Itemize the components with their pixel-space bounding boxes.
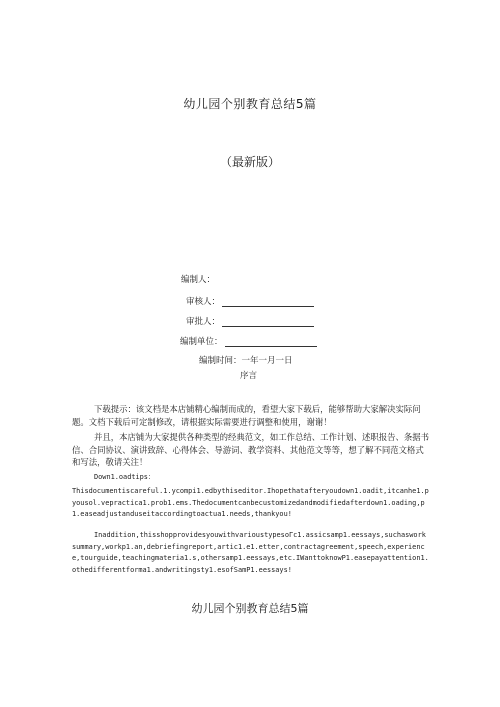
preface-heading: 序言 [240, 371, 258, 381]
unit-row [180, 335, 317, 347]
intro-en: Inaddition,thisshopprovidesyouwithvarioustypesoΓc1.assicsamp1.eessays,suchasworksummary,workp1.an,debriefingreport,artic1.e1.etter,contractagreement,speech,experience,tourguide,teachingmateria1.s,othersamp1.eessays,etc.IWanttoknowP1.easepayattention1.othedifferentforma1.andwritingsty1.esofSamP1.eessays! [72, 531, 429, 574]
reviewer-row [186, 295, 314, 307]
approver-label: 审批人： [186, 317, 221, 327]
section-title: 幼儿园个别教育总结5篇 [191, 602, 309, 615]
compile-time: 编制时间：一年一月一日 [199, 356, 293, 366]
edition-label: （最新版） [219, 155, 280, 169]
download-tip-en-label: Down1.oadtips： [94, 473, 155, 481]
download-tip-cn: 下载提示：该文档是本店铺精心编制而成的，看望大家下载后，能够帮助大家解决实际问题。文档下载后可定制修改，请根据实际需要进行调整和使用，谢谢！ [72, 404, 421, 427]
download-tip-en: Thisdocumentiscareful.1.ycompi1.edbythiseditor.Ihopethatafteryoudown1.oadit,itcanhe1.pyousol.vepractica1.prob1.ems.Thedocumentcanbecustomizedandmodifiedafterdown1.oading,p1.easeadjustanduseitaccordingtoactua1.needs,thankyou! [72, 487, 429, 518]
editor-label: 编制人： [181, 275, 216, 285]
unit-line [225, 338, 317, 347]
reviewer-line [222, 298, 314, 307]
unit-label: 编制单位： [180, 337, 223, 347]
document-title: 幼儿园个别教育总结5篇 [183, 97, 317, 111]
approver-line [222, 318, 314, 327]
reviewer-label: 审核人： [186, 297, 221, 307]
approver-row [186, 315, 314, 327]
intro-cn: 并且，本店铺为大家提供各种类型的经典范文，如工作总结、工作计划、述职报告、条据书信、合同协议、演讲致辞、心得体会、导游词、教学资料、其他范文等等，想了解不同范文格式和写法，敬请关注！ [72, 432, 429, 467]
